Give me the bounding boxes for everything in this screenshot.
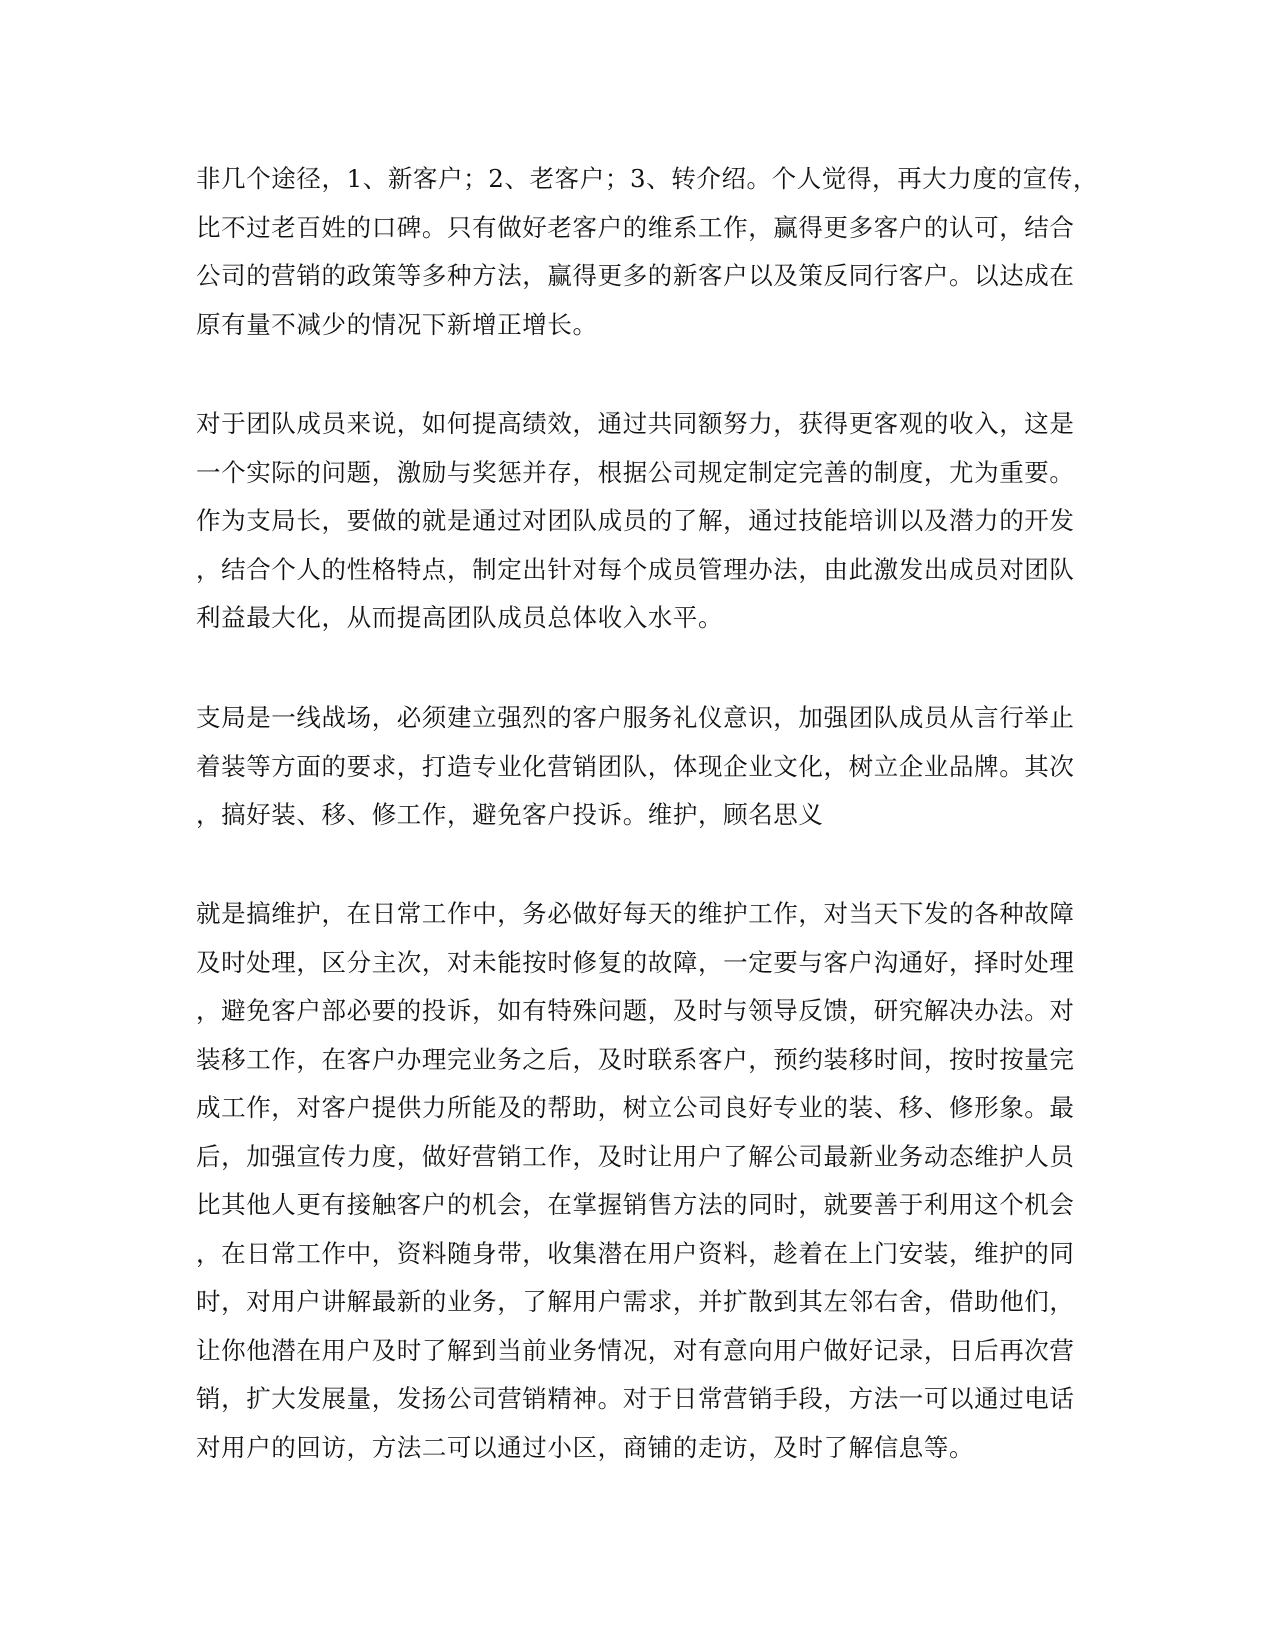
text-line: 时，对用户讲解最新的业务，了解用户需求，并扩散到其左邻右舍，借助他们， — [196, 1287, 1075, 1316]
text-line: 及时处理，区分主次，对未能按时修复的故障，一定要与客户沟通好，择时处理 — [196, 947, 1075, 977]
text-line: ，结合个人的性格特点，制定出针对每个成员管理办法，由此激发出成员对团队 — [196, 554, 1075, 584]
text-line: 原有量不减少的情况下新增正增长。 — [196, 309, 598, 339]
text-line: 成工作，对客户提供力所能及的帮助，树立公司良好专业的装、移、修形象。最 — [196, 1093, 1075, 1122]
paragraph-1 — [196, 155, 1098, 349]
text-line: 就是搞维护，在日常工作中，务必做好每天的维护工作，对当天下发的各种故障 — [196, 899, 1075, 928]
text-line: ，避免客户部必要的投诉，如有特殊问题，及时与领导反馈，研究解决办法。对 — [196, 996, 1075, 1025]
text-line: 作为支局长，要做的就是通过对团队成员的了解，通过技能培训以及潜力的开发 — [196, 506, 1075, 535]
text-line: 销，扩大发展量，发扬公司营销精神。对于日常营销手段，方法一可以通过电话 — [196, 1384, 1075, 1413]
text-line: 让你他潜在用户及时了解到当前业务情况，对有意向用户做好记录，日后再次营 — [196, 1335, 1075, 1365]
text-line: 比不过老百姓的口碑。只有做好老客户的维系工作，赢得更多客户的认可，结合 — [196, 212, 1075, 242]
text-line: 对于团队成员来说，如何提高绩效，通过共同额努力，获得更客观的收入，这是 — [196, 409, 1075, 438]
text-line: 后，加强宣传力度，做好营销工作，及时让用户了解公司最新业务动态维护人员 — [196, 1141, 1075, 1171]
text-line: 支局是一线战场，必须建立强烈的客户服务礼仪意识，加强团队成员从言行举止 — [196, 703, 1075, 732]
text-line: 装移工作，在客户办理完业务之后，及时联系客户，预约装移时间，按时按量完 — [196, 1044, 1075, 1074]
paragraph-4 — [196, 890, 1076, 1472]
text-line: ，搞好装、移、修工作，避免客户投诉。维护，顾名思义 — [196, 800, 824, 829]
text-line: 一个实际的问题，激励与奖惩并存，根据公司规定制定完善的制度，尤为重要。 — [196, 457, 1075, 487]
paragraph-3 — [196, 694, 1076, 840]
text-line: 非几个途径，1、新客户；2、老客户；3、转介绍。个人觉得，再大力度的宣传， — [196, 164, 1098, 193]
paragraph-2 — [196, 400, 1076, 643]
text-line: 公司的营销的政策等多种方法，赢得更多的新客户以及策反同行客户。以达成在 — [196, 261, 1075, 290]
text-line: ，在日常工作中，资料随身带，收集潜在用户资料，趁着在上门安装，维护的同 — [196, 1238, 1075, 1268]
text-line: 对用户的回访，方法二可以通过小区，商铺的走访，及时了解信息等。 — [196, 1432, 975, 1462]
text-line: 比其他人更有接触客户的机会，在掌握销售方法的同时，就要善于利用这个机会 — [196, 1190, 1075, 1219]
text-line: 着装等方面的要求，打造专业化营销团队，体现企业文化，树立企业品牌。其次 — [196, 751, 1075, 781]
text-line: 利益最大化，从而提高团队成员总体收入水平。 — [196, 603, 724, 632]
